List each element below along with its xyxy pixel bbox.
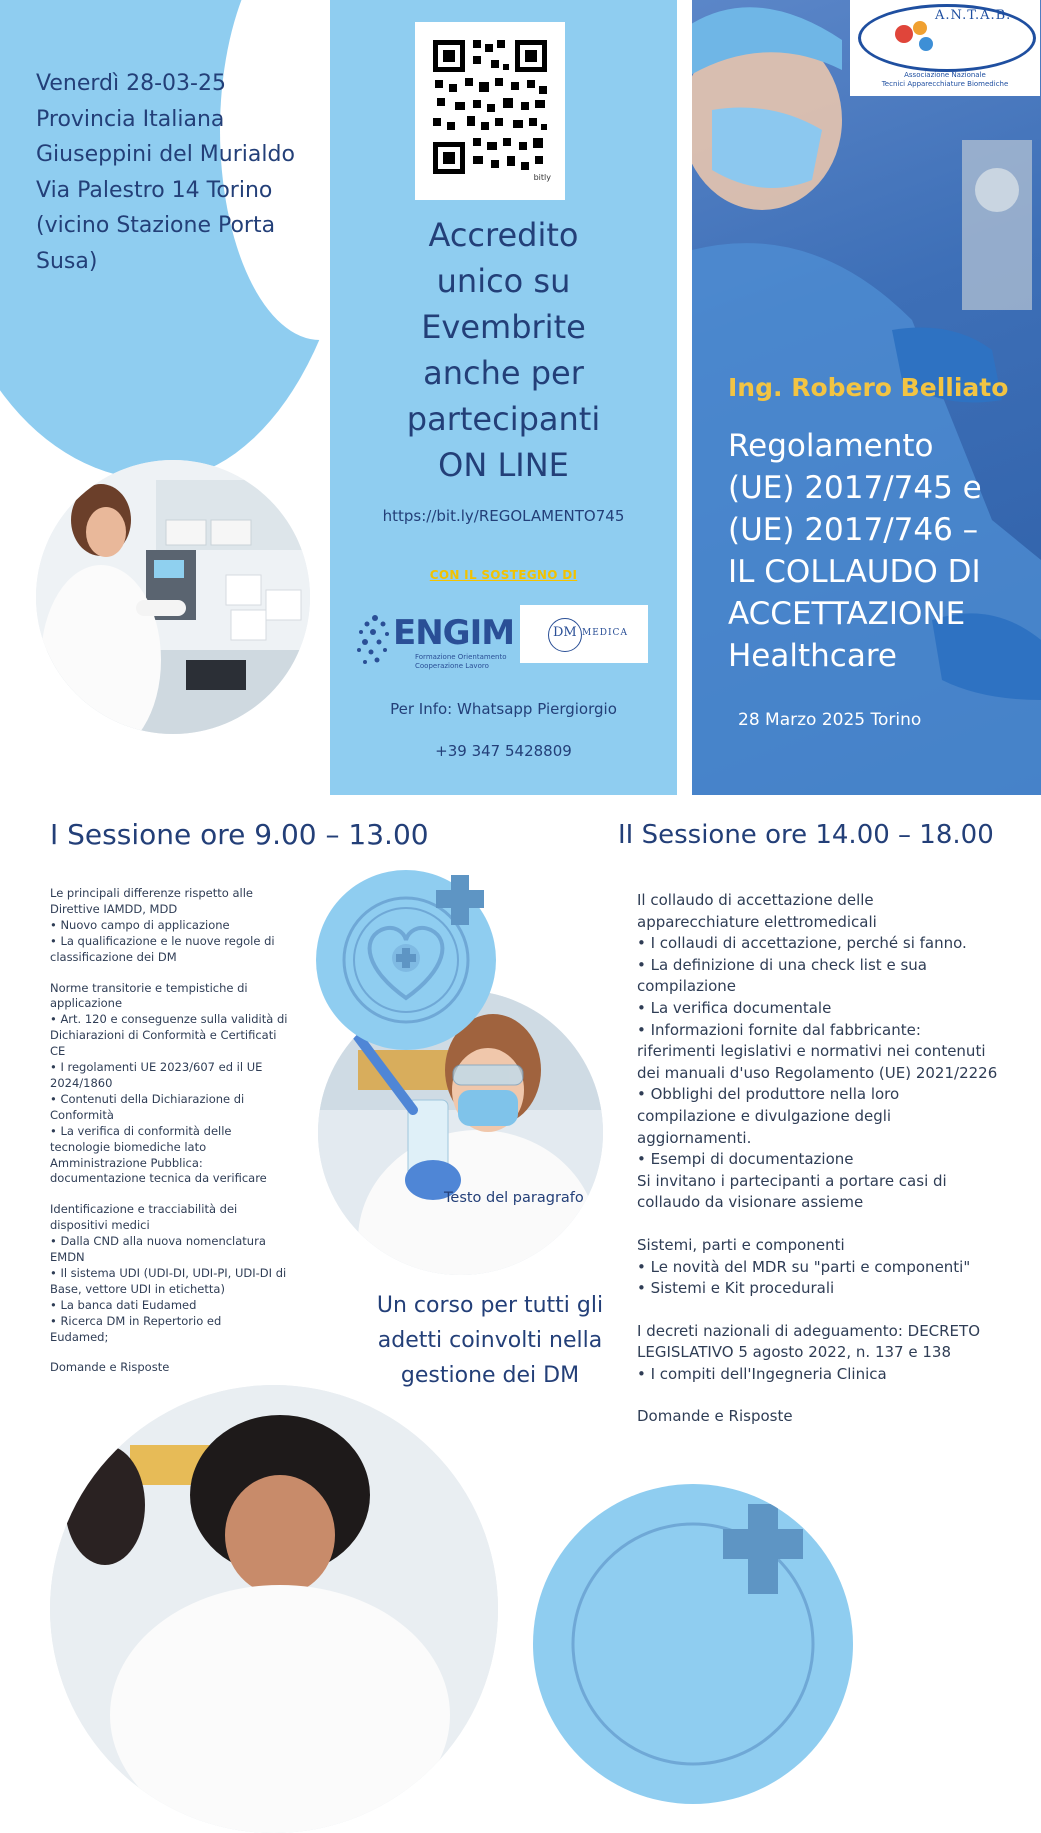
event-line: Giuseppini del Murialdo — [36, 142, 295, 167]
title-line: Healthcare — [728, 638, 897, 674]
program-line: • Sistemi e Kit procedurali — [637, 1279, 835, 1298]
qr-label: bitly — [533, 173, 551, 182]
program-line: CE — [50, 1044, 66, 1059]
program-block — [637, 1235, 1007, 1300]
antab-logo — [850, 0, 1040, 96]
event-line: Susa) — [36, 248, 98, 274]
engim-dots-icon — [355, 610, 395, 670]
program-line: documentazione tecnica da verificare — [50, 1171, 267, 1186]
program-line: Si invitano i partecipanti a portare casi di — [637, 1171, 947, 1190]
program-line: Identificazione e tracciabilità dei — [50, 1202, 238, 1217]
program-line: I decreti nazionali di adeguamento: DECRETO — [637, 1321, 981, 1340]
accredito-title — [330, 212, 677, 488]
event-line: Via Palestro 14 Torino — [36, 177, 273, 203]
session1-heading: I Sessione ore 9.00 – 13.00 — [50, 818, 429, 851]
program-line: Eudamed; — [50, 1329, 109, 1344]
program-line: LEGISLATIVO 5 agosto 2022, n. 137 e 138 — [637, 1343, 951, 1362]
program-line: riferimenti legislativi e normativi nei contenuti — [637, 1042, 986, 1061]
accredito-line: unico su — [436, 262, 571, 300]
lab-photo-3 — [50, 1385, 498, 1833]
session2-heading: II Sessione ore 14.00 – 18.00 — [618, 820, 994, 850]
event-title — [728, 425, 1038, 677]
program-line: • I regolamenti UE 2023/607 ed il UE — [50, 1060, 263, 1075]
program-line: compilazione e divulgazione degli — [637, 1106, 892, 1125]
program-line: tecnologie biomediche lato — [50, 1139, 207, 1154]
program-line: • Dalla CND alla nuova nomenclatura — [50, 1234, 266, 1249]
program-line: • Obblighi del produttore nella loro — [637, 1085, 900, 1104]
program-line: • I compiti dell'Ingegneria Clinica — [637, 1364, 887, 1383]
antab-subtitle: Associazione Nazionale — [904, 71, 986, 79]
program-line: Dichiarazioni di Conformità e Certificati — [50, 1028, 277, 1043]
accredito-line: anche per — [423, 354, 584, 392]
lab-scene-illustration — [36, 460, 310, 734]
program-line: classificazione dei DM — [50, 949, 177, 964]
engim-tagline: Formazione Orientamento — [415, 653, 507, 661]
program-line: • Art. 120 e conseguenze sulla validità di — [50, 1012, 288, 1027]
lab-photo-1 — [36, 460, 310, 734]
program-line: Domande e Risposte — [637, 1407, 793, 1426]
program-line: • Contenuti della Dichiarazione di — [50, 1091, 245, 1106]
tagline-line: adetti coinvolti nella — [377, 1328, 603, 1353]
event-date: 28 Marzo 2025 Torino — [738, 710, 922, 730]
session2-program — [637, 890, 1007, 1449]
program-line: apparecchiature elettromedicali — [637, 912, 877, 931]
accredito-line: Accredito — [428, 216, 579, 254]
paragraph-placeholder: Testo del paragrafo — [444, 1190, 584, 1206]
dm-medica-logo — [520, 605, 648, 663]
title-line: (UE) 2017/745 e — [728, 470, 982, 506]
program-line: dispositivi medici — [50, 1218, 150, 1233]
sostegno-label: CON IL SOSTEGNO DI — [429, 568, 578, 582]
program-line: • Informazioni fornite dal fabbricante: — [637, 1020, 921, 1039]
program-line: compilazione — [637, 977, 737, 996]
info-line: Per Info: Whatsapp Piergiorgio — [390, 700, 617, 718]
accredito-line: Evembrite — [421, 308, 586, 346]
tagline-line: gestione dei DM — [400, 1363, 580, 1388]
antab-title: A.N.T.A.B. — [935, 8, 1012, 23]
program-block — [50, 981, 290, 1188]
bottom-badge — [533, 1484, 853, 1804]
dm-logo-word: MEDICA — [582, 628, 628, 638]
program-line: • Il sistema UDI (UDI-DI, UDI-PI, UDI-DI di — [50, 1265, 287, 1280]
dm-logo-text: DM — [553, 625, 577, 640]
program-line: applicazione — [50, 996, 123, 1011]
program-line: 2024/1860 — [50, 1075, 113, 1090]
title-line: Regolamento — [728, 428, 934, 464]
program-line: Conformità — [50, 1107, 114, 1122]
right-panel — [692, 0, 1041, 795]
phone-number[interactable]: +39 347 5428809 — [435, 742, 572, 760]
program-line: • Nuovo campo di applicazione — [50, 917, 230, 932]
program-line: dei manuali d'uso Regolamento (UE) 2021/2226 — [637, 1063, 998, 1082]
accredito-line: ON LINE — [438, 446, 569, 484]
accredito-line: partecipanti — [406, 400, 601, 438]
program-line: Sistemi, parti e componenti — [637, 1235, 845, 1254]
registration-link[interactable]: https://bit.ly/REGOLAMENTO745 — [382, 507, 625, 525]
middle-panel — [330, 0, 677, 795]
program-line: • La qualificazione e le nuove regole di — [50, 933, 275, 948]
program-line: collaudo da visionare assieme — [637, 1193, 864, 1212]
engim-name: ENGIM — [393, 613, 515, 653]
event-line: Provincia Italiana — [36, 106, 225, 132]
antab-subtitle: Tecnici Apparecchiature Biomediche — [881, 80, 1009, 88]
program-line: • Esempi di documentazione — [637, 1150, 854, 1169]
researcher-illustration — [50, 1385, 498, 1833]
bottom-cross-icon — [533, 1484, 853, 1804]
program-line: • I collaudi di accettazione, perché si fanno. — [637, 934, 967, 953]
tagline-line: Un corso per tutti gli — [376, 1293, 604, 1318]
engim-tagline: Cooperazione Lavoro — [415, 662, 489, 670]
program-line: Base, vettore UDI in etichetta) — [50, 1281, 225, 1296]
title-line: (UE) 2017/746 – — [728, 512, 979, 548]
program-block — [637, 1406, 1007, 1428]
antab-gears-icon — [890, 14, 940, 54]
program-line: Domande e Risposte — [50, 1360, 170, 1375]
session1-program — [50, 886, 290, 1391]
event-line: (vicino Stazione Porta — [36, 213, 276, 238]
program-line: Il collaudo di accettazione delle — [637, 891, 874, 909]
program-block — [50, 886, 290, 966]
program-line: Norme transitorie e tempistiche di — [50, 980, 248, 995]
program-line: Le principali differenze rispetto alle — [50, 886, 253, 900]
program-line: • La verifica documentale — [637, 998, 832, 1017]
program-line: Amministrazione Pubblica: — [50, 1155, 203, 1170]
program-line: aggiornamenti. — [637, 1128, 752, 1147]
engim-logo — [355, 605, 515, 675]
speaker-name: Ing. Robero Belliato — [728, 373, 1009, 402]
program-line: • La verifica di conformità delle — [50, 1123, 232, 1138]
program-line: • La definizione di una check list e sua — [637, 955, 927, 974]
title-line: IL COLLAUDO DI — [728, 554, 981, 590]
program-line: EMDN — [50, 1250, 85, 1265]
title-line: ACCETTAZIONE — [728, 596, 966, 632]
heart-cross-icon — [316, 870, 496, 1050]
course-tagline — [360, 1288, 620, 1393]
program-line: Direttive IAMDD, MDD — [50, 901, 178, 916]
program-block — [637, 890, 1007, 1214]
program-line: • La banca dati Eudamed — [50, 1297, 197, 1312]
event-line: Venerdì 28-03-25 — [36, 71, 226, 96]
program-line: • Ricerca DM in Repertorio ed — [50, 1313, 222, 1328]
heart-badge — [316, 870, 496, 1050]
program-block — [50, 1202, 290, 1345]
program-block — [637, 1321, 1007, 1386]
event-info — [36, 66, 326, 279]
program-line: • Le novità del MDR su "parti e componenti" — [637, 1257, 971, 1276]
qr-code[interactable] — [415, 22, 565, 200]
program-block — [50, 1360, 290, 1376]
